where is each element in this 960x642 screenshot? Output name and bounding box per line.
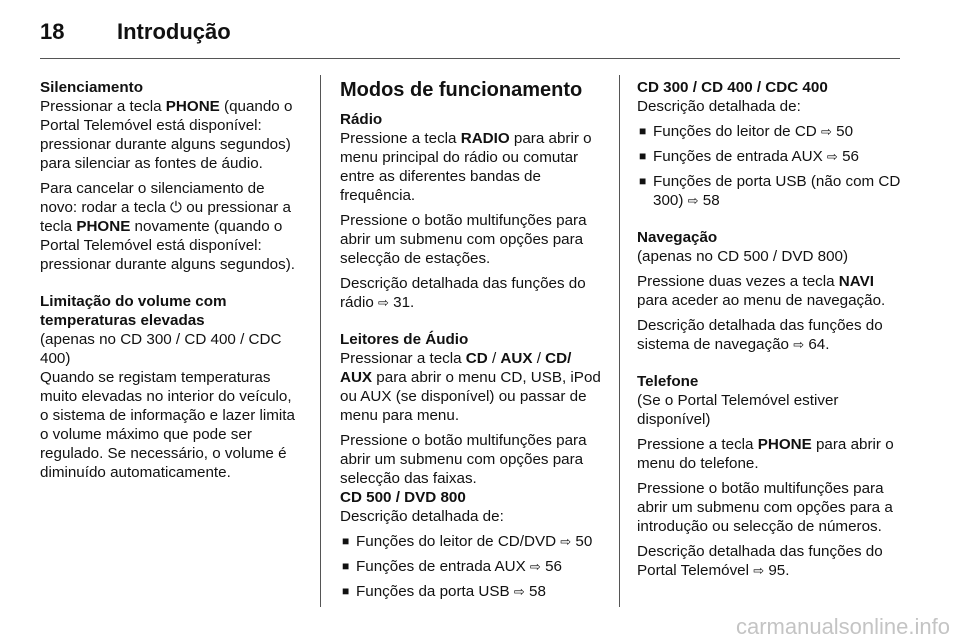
column-1 (40, 78, 302, 488)
page-ref[interactable]: 56 (842, 148, 859, 165)
text: Descrição detalhada das funções do rádio (340, 275, 586, 311)
paragraph: Pressione o botão multifunções para abrir um submenu com opções para selecção das faixas. (340, 432, 587, 487)
text: para abrir o menu CD, USB, iPod ou AUX (se disponível) ou passar de menu para menu. (340, 369, 601, 424)
key-label: PHONE (757, 436, 812, 453)
column-divider-1 (320, 75, 321, 607)
key-label: RADIO (460, 130, 510, 147)
column-divider-2 (619, 75, 620, 607)
page-ref-icon: ⇨ (793, 337, 805, 352)
power-icon: ⏻ (170, 199, 183, 216)
text: Pressione a tecla (637, 436, 758, 453)
paragraph (637, 272, 901, 310)
page-ref-icon: ⇨ (753, 563, 765, 578)
text: Funções da porta USB (356, 583, 514, 600)
list-item (637, 172, 901, 210)
section-note: (apenas no CD 300 / CD 400 / CDC 400) (40, 331, 282, 367)
list-item (340, 532, 602, 551)
section-heading-navegacao: Navegação (637, 229, 718, 246)
text: Pressionar a tecla (340, 350, 466, 367)
paragraph (40, 179, 302, 274)
text: Pressione a tecla (340, 130, 461, 147)
paragraph: Pressione o botão multifunções para abrir um submenu com opções para a introdução ou selecção de números. (637, 480, 893, 535)
page-ref-icon: ⇨ (378, 295, 389, 310)
key-label: NAVI (838, 273, 874, 290)
text: Funções do leitor de CD/DVD (356, 533, 561, 550)
text: Descrição detalhada das funções do sistema de navegação (637, 317, 883, 353)
paragraph (637, 316, 901, 354)
header-rule (40, 58, 900, 59)
text: Pressione duas vezes a tecla (637, 273, 839, 290)
section-heading-volume-limit: Limitação do volume com temperaturas elevadas (40, 293, 227, 329)
text: Pressionar a tecla (40, 98, 166, 115)
watermark: carmanualsonline.info (735, 614, 950, 639)
list-item (637, 122, 901, 141)
section-heading-cd500: CD 500 / DVD 800 (340, 489, 466, 506)
page-number: 18 (40, 19, 65, 44)
text: Funções do leitor de CD (653, 123, 821, 140)
paragraph: Descrição detalhada de: (340, 508, 504, 525)
paragraph (340, 129, 602, 205)
page-ref-icon: ⇨ (560, 534, 572, 549)
bullet-list (340, 532, 602, 601)
text: (quando o Portal Telemóvel está disponível: pressionar durante alguns segundos) para silenciar as fontes de áudio. (40, 98, 293, 172)
key-label: PHONE (165, 98, 220, 115)
paragraph (340, 349, 602, 425)
section-heading-telefone: Telefone (637, 373, 699, 390)
text: Funções de entrada AUX (653, 148, 827, 165)
paragraph (340, 274, 602, 312)
page-ref[interactable]: 50 (836, 123, 854, 140)
section-heading-audio: Leitores de Áudio (340, 331, 469, 348)
paragraph: Pressione o botão multifunções para abrir um submenu com opções para selecção de estações. (340, 212, 587, 267)
key-label: AUX (500, 350, 533, 367)
section-note: (Se o Portal Telemóvel estiver disponível) (637, 392, 839, 428)
text: / (532, 350, 546, 367)
text: para aceder ao menu de navegação. (637, 292, 886, 309)
page-ref-icon: ⇨ (821, 124, 832, 139)
text: ou pressionar a tecla (40, 199, 291, 235)
list-item (340, 582, 602, 601)
text: para abrir o menu do telefone. (637, 436, 894, 472)
text: Descrição detalhada das funções do Portal Telemóvel (637, 543, 883, 579)
section-heading-silenciamento: Silenciamento (40, 79, 143, 96)
list-item (637, 147, 901, 166)
page-ref[interactable]: 58 (702, 192, 720, 209)
page-ref-icon: ⇨ (826, 149, 838, 164)
key-label: CD (465, 350, 488, 367)
text: Funções de porta USB (não com CD 300) (653, 173, 901, 209)
paragraph: Quando se registam temperaturas muito elevadas no interior do veículo, o sistema de informação e lazer limita o volume máximo que pode ser regulado. Se necessário, o volume é diminuído automaticamente. (40, 369, 295, 481)
page-title: Introdução (117, 19, 231, 44)
list-item (340, 557, 602, 576)
page-ref[interactable]: 95. (768, 562, 790, 579)
paragraph: Descrição detalhada de: (637, 98, 801, 115)
section-heading-radio: Rádio (340, 111, 383, 128)
section-note: (apenas no CD 500 / DVD 800) (637, 248, 849, 265)
page-ref-icon: ⇨ (687, 193, 699, 208)
column-2 (340, 78, 602, 607)
paragraph (637, 542, 901, 580)
page-ref[interactable]: 50 (575, 533, 593, 550)
page-ref-icon: ⇨ (513, 584, 525, 599)
page-header (40, 18, 900, 50)
section-heading-cd300: CD 300 / CD 400 / CDC 400 (637, 79, 828, 96)
text: Funções de entrada AUX (356, 558, 530, 575)
text: para abrir o menu principal do rádio ou comutar entre as diferentes bandas de frequência. (340, 130, 592, 204)
page-ref[interactable]: 56 (545, 558, 562, 575)
paragraph (40, 97, 302, 173)
key-label: CD/ AUX (340, 350, 572, 386)
text: / (487, 350, 501, 367)
section-title-modos: Modos de funcionamento (340, 79, 583, 101)
paragraph (637, 435, 901, 473)
key-label: PHONE (76, 218, 131, 235)
bullet-list (637, 122, 901, 210)
page-ref[interactable]: 64. (808, 336, 830, 353)
page-ref-icon: ⇨ (529, 559, 541, 574)
column-3 (637, 78, 901, 586)
page-ref[interactable]: 31. (393, 294, 415, 311)
text: novamente (quando o Portal Telemóvel está disponível: pressionar durante alguns segundos). (40, 218, 295, 273)
page-ref[interactable]: 58 (529, 583, 546, 600)
text: Para cancelar o silenciamento de novo: rodar a tecla (40, 180, 265, 216)
